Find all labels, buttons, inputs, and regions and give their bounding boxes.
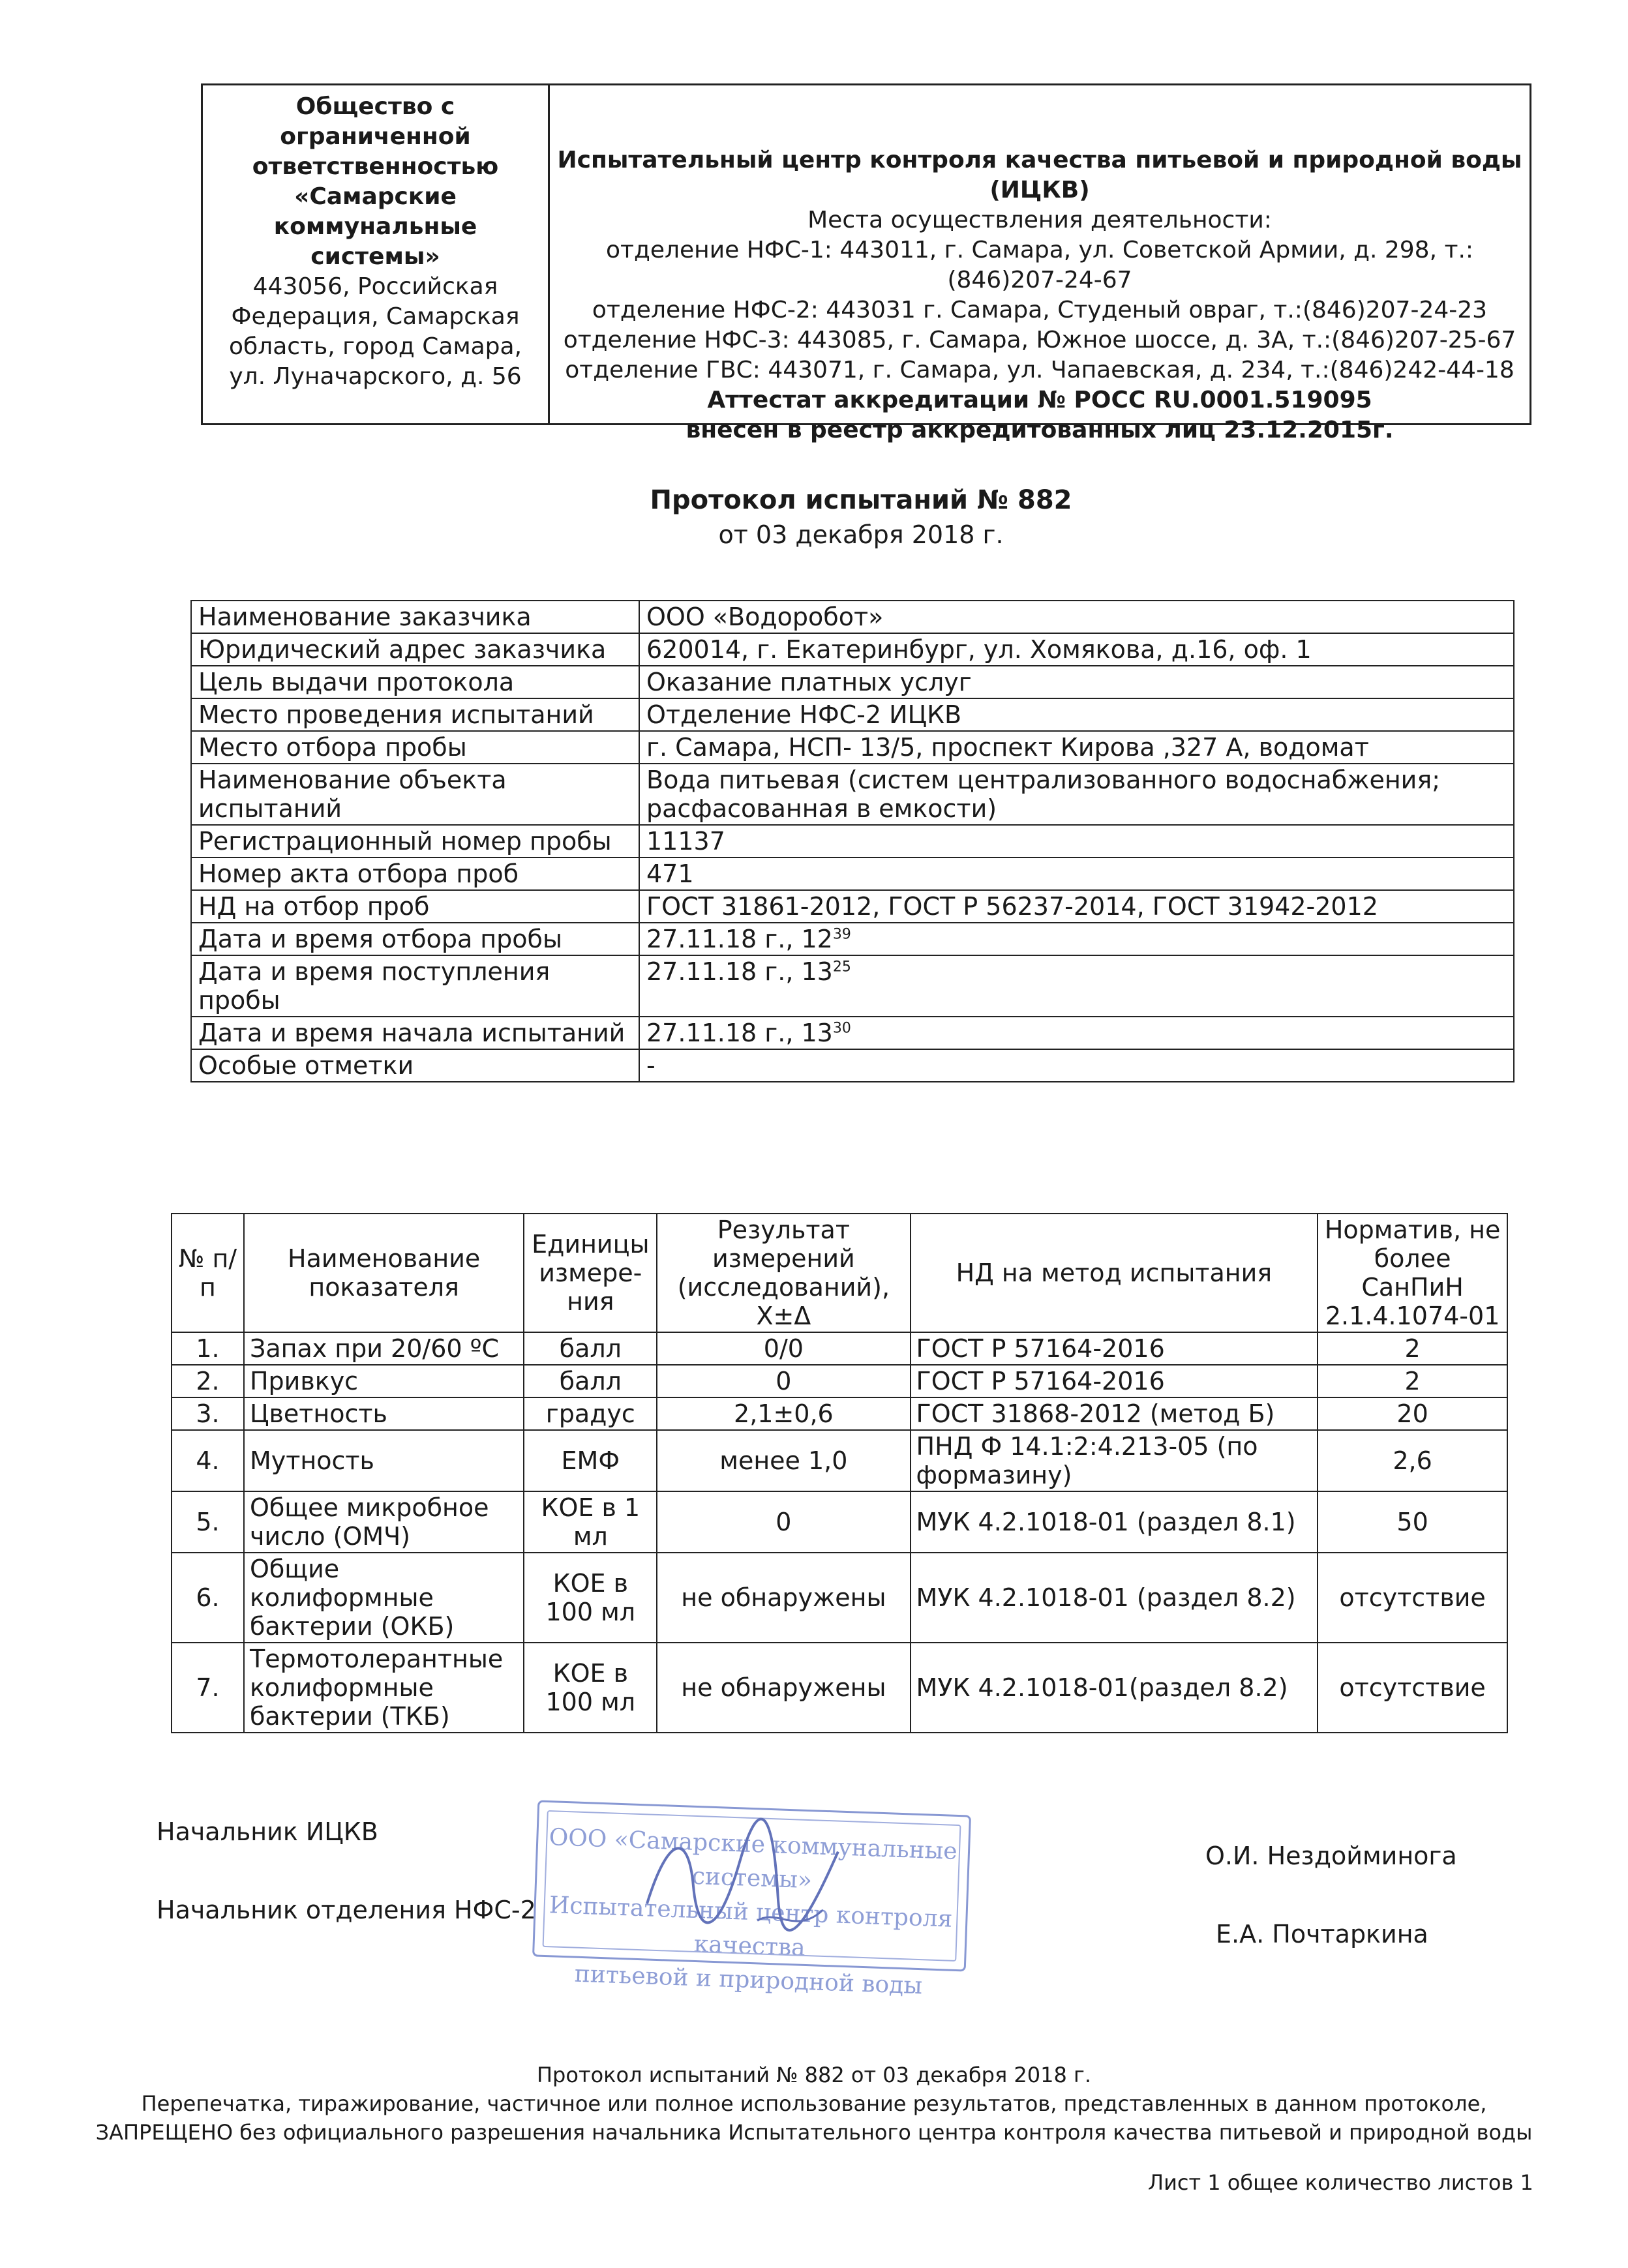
info-row [191, 633, 1514, 666]
info-value: г. Самара, НСП- 13/5, проспект Кирова ,327 А, водомат [639, 731, 1514, 764]
result-num: 4. [172, 1430, 244, 1491]
result-norm: 20 [1318, 1397, 1507, 1430]
info-key: НД на отбор проб [191, 890, 639, 923]
result-result: не обнаружены [657, 1553, 910, 1643]
protocol-date: от 03 декабря 2018 г. [718, 520, 1004, 549]
result-result: 0/0 [657, 1332, 910, 1365]
info-value: - [639, 1049, 1514, 1082]
info-value: 620014, г. Екатеринбург, ул. Хомякова, д.16, оф. 1 [639, 633, 1514, 666]
result-method: ПНД Ф 14.1:2:4.213-05 (по формазину) [911, 1430, 1318, 1491]
result-unit: градус [524, 1397, 657, 1430]
results-table [171, 1213, 1508, 1733]
info-key: Место проведения испытаний [191, 698, 639, 731]
result-method: ГОСТ Р 57164-2016 [911, 1365, 1318, 1397]
signature-role-1: Начальник ИЦКВ [157, 1817, 378, 1846]
result-norm: отсутствие [1318, 1643, 1507, 1733]
sample-info-body [191, 601, 1514, 1082]
result-unit: ЕМФ [524, 1430, 657, 1491]
branch-line: отделение ГВС: 443071, г. Самара, ул. Чапаевская, д. 234, т.:(846)242-44-18 [565, 357, 1515, 383]
info-key: Дата и время отбора пробы [191, 923, 639, 955]
signature-role-2: Начальник отделения НФС-2 [157, 1896, 536, 1924]
result-name: Цветность [244, 1397, 524, 1430]
sheet-count: Лист 1 общее количество листов 1 [1148, 2170, 1533, 2195]
info-key: Юридический адрес заказчика [191, 633, 639, 666]
document-title [0, 483, 1628, 552]
time-minutes: 39 [832, 926, 851, 943]
info-key: Наименование заказчика [191, 601, 639, 633]
col-norm: Норматив, не более СанПиН 2.1.4.1074-01 [1318, 1214, 1507, 1332]
result-name: Запах при 20/60 ºС [244, 1332, 524, 1365]
info-row [191, 858, 1514, 890]
info-key: Дата и время начала испытаний [191, 1017, 639, 1049]
result-method: МУК 4.2.1018-01 (раздел 8.2) [911, 1553, 1318, 1643]
result-row [172, 1430, 1507, 1491]
footer-notice-1: Перепечатка, тиражирование, частичное или полное использование результатов, представленных в данном протоколе, [141, 2091, 1487, 2116]
signature-name-2: Е.А. Почтаркина [1216, 1920, 1428, 1948]
info-row [191, 890, 1514, 923]
result-norm: отсутствие [1318, 1553, 1507, 1643]
col-method: НД на метод испытания [911, 1214, 1318, 1332]
result-method: МУК 4.2.1018-01(раздел 8.2) [911, 1643, 1318, 1733]
result-norm: 2,6 [1318, 1430, 1507, 1491]
signature-name-1: О.И. Нездойминога [1205, 1842, 1457, 1870]
col-result: Результат измерений (исследований), Х±Δ [657, 1214, 910, 1332]
info-key: Регистрационный номер пробы [191, 825, 639, 858]
organization-address: 443056, Российская Федерация, Самарская область, город Самара, ул. Луначарского, д. 56 [228, 273, 522, 390]
result-num: 6. [172, 1553, 244, 1643]
footer [0, 2061, 1628, 2147]
official-stamp: ООО «Самарские коммунальные системы» Испытательный центр контроля качества питьевой и природной воды [532, 1800, 971, 1971]
branch-line: отделение НФС-1: 443011, г. Самара, ул. Советской Армии, д. 298, т.:(846)207-24-67 [605, 237, 1474, 293]
info-key: Номер акта отбора проб [191, 858, 639, 890]
result-norm: 2 [1318, 1365, 1507, 1397]
result-result: менее 1,0 [657, 1430, 910, 1491]
result-unit: КОЕ в 1 мл [524, 1491, 657, 1553]
result-name: Термотолерантные колиформные бактерии (ТКБ) [244, 1643, 524, 1733]
info-value: Отделение НФС-2 ИЦКВ [639, 698, 1514, 731]
info-value: 471 [639, 858, 1514, 890]
info-key: Место отбора пробы [191, 731, 639, 764]
header-box [201, 83, 1531, 443]
result-result: 0 [657, 1491, 910, 1553]
info-value: Оказание платных услуг [639, 666, 1514, 698]
organization-block [203, 85, 550, 423]
result-num: 5. [172, 1491, 244, 1553]
info-value: 27.11.18 г., $13^{25}$ [639, 955, 1514, 1017]
result-method: ГОСТ 31868-2012 (метод Б) [911, 1397, 1318, 1430]
col-num: № п/п [172, 1214, 244, 1332]
result-row [172, 1332, 1507, 1365]
branch-line: отделение НФС-2: 443031 г. Самара, Студеный овраг, т.:(846)207-24-23 [592, 297, 1488, 323]
center-name: Испытательный центр контроля качества питьевой и природной воды (ИЦКВ) [557, 147, 1522, 203]
time-minutes: 30 [832, 1020, 851, 1037]
info-value: ГОСТ 31861-2012, ГОСТ Р 56237-2014, ГОСТ 31942-2012 [639, 890, 1514, 923]
accreditation: Аттестат аккредитации № РОСС RU.0001.519095 внесен в реестр аккредитованных лиц 23.12.2015г. [686, 387, 1394, 443]
result-result: 0 [657, 1365, 910, 1397]
info-row [191, 923, 1514, 955]
results-body [172, 1332, 1507, 1733]
info-key: Особые отметки [191, 1049, 639, 1082]
result-norm: 50 [1318, 1491, 1507, 1553]
result-norm: 2 [1318, 1332, 1507, 1365]
info-row [191, 666, 1514, 698]
info-row [191, 764, 1514, 825]
info-key: Наименование объекта испытаний [191, 764, 639, 825]
branch-list [550, 235, 1530, 385]
result-result: не обнаружены [657, 1643, 910, 1733]
result-method: МУК 4.2.1018-01 (раздел 8.1) [911, 1491, 1318, 1553]
result-num: 1. [172, 1332, 244, 1365]
result-unit: КОЕ в 100 мл [524, 1643, 657, 1733]
result-unit: балл [524, 1332, 657, 1365]
result-row [172, 1397, 1507, 1430]
info-value: 11137 [639, 825, 1514, 858]
places-title: Места осуществления деятельности: [807, 207, 1272, 233]
info-value: 27.11.18 г., $13^{30}$ [639, 1017, 1514, 1049]
info-row [191, 601, 1514, 633]
info-value: ООО «Водоробот» [639, 601, 1514, 633]
info-row [191, 731, 1514, 764]
info-value: 27.11.18 г., $12^{39}$ [639, 923, 1514, 955]
result-row [172, 1491, 1507, 1553]
info-row [191, 825, 1514, 858]
info-row [191, 1017, 1514, 1049]
result-name: Общее микробное число (ОМЧ) [244, 1491, 524, 1553]
result-name: Привкус [244, 1365, 524, 1397]
branch-line: отделение НФС-3: 443085, г. Самара, Южное шоссе, д. 3А, т.:(846)207-25-67 [563, 327, 1516, 353]
result-result: 2,1±0,6 [657, 1397, 910, 1430]
result-num: 3. [172, 1397, 244, 1430]
info-row [191, 955, 1514, 1017]
result-unit: КОЕ в 100 мл [524, 1553, 657, 1643]
result-row [172, 1643, 1507, 1733]
result-num: 7. [172, 1643, 244, 1733]
organization-name: Общество с ограниченной ответственностью «Самарские коммунальные системы» [252, 93, 499, 270]
result-num: 2. [172, 1365, 244, 1397]
result-row [172, 1553, 1507, 1643]
col-unit: Единицы измере-ния [524, 1214, 657, 1332]
result-method: ГОСТ Р 57164-2016 [911, 1332, 1318, 1365]
info-value: Вода питьевая (систем централизованного водоснабжения; расфасованная в емкости) [639, 764, 1514, 825]
handwritten-signature-icon [626, 1805, 866, 1969]
time-minutes: 25 [832, 959, 851, 976]
sample-info-table [190, 600, 1515, 1082]
col-name: Наименование показателя [244, 1214, 524, 1332]
info-row [191, 1049, 1514, 1082]
result-name: Мутность [244, 1430, 524, 1491]
info-row [191, 698, 1514, 731]
testing-center-block [550, 85, 1530, 443]
result-unit: балл [524, 1365, 657, 1397]
info-key: Дата и время поступления пробы [191, 955, 639, 1017]
info-key: Цель выдачи протокола [191, 666, 639, 698]
results-header [172, 1214, 1507, 1332]
protocol-number: Протокол испытаний № 882 [650, 485, 1072, 515]
footer-notice-2: ЗАПРЕЩЕНО без официального разрешения начальника Испытательного центра контроля качества питьевой и природной воды [95, 2120, 1533, 2145]
footer-protocol-ref: Протокол испытаний № 882 от 03 декабря 2018 г. [536, 2063, 1091, 2087]
result-row [172, 1365, 1507, 1397]
result-name: Общие колиформные бактерии (ОКБ) [244, 1553, 524, 1643]
